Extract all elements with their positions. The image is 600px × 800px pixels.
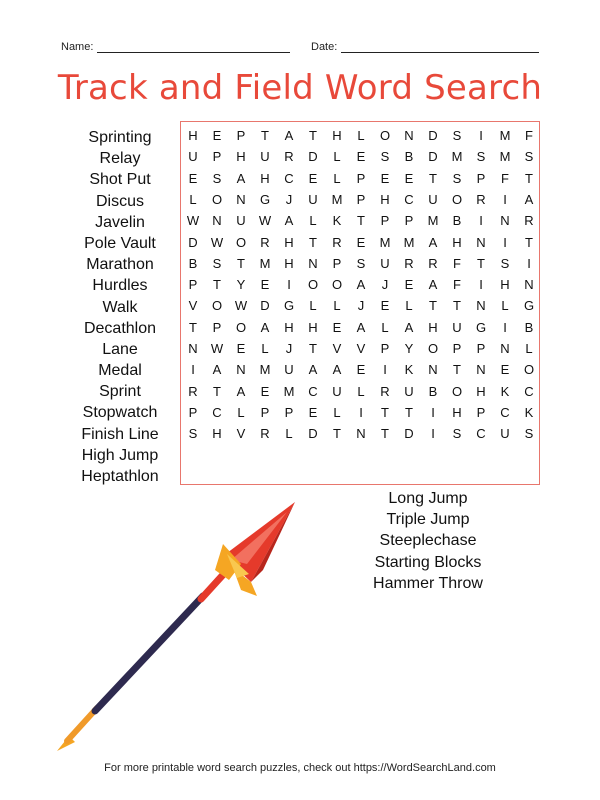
grid-letter[interactable]: C — [476, 426, 486, 442]
grid-letter[interactable]: L — [333, 298, 341, 314]
grid-letter[interactable]: O — [331, 277, 343, 293]
grid-letter[interactable]: E — [380, 170, 390, 186]
grid-letter[interactable]: B — [428, 383, 438, 399]
grid-letter[interactable]: T — [357, 213, 365, 229]
grid-letter[interactable]: C — [284, 170, 294, 186]
grid-letter[interactable]: E — [356, 234, 366, 250]
grid-letter[interactable]: H — [428, 319, 438, 335]
grid-letter[interactable]: A — [356, 319, 366, 335]
left-list-word: Hurdles — [92, 277, 148, 295]
grid-letter[interactable]: S — [524, 149, 534, 165]
grid-letter[interactable]: A — [524, 191, 534, 207]
grid-letter[interactable]: T — [189, 319, 197, 335]
grid-letter[interactable]: T — [237, 255, 245, 271]
grid-letter[interactable]: I — [287, 277, 291, 293]
grid-letter[interactable]: C — [212, 404, 222, 420]
grid-letter[interactable]: L — [333, 404, 341, 420]
grid-letter[interactable]: R — [260, 234, 270, 250]
grid-letter[interactable]: I — [359, 404, 363, 420]
grid-letter[interactable]: M — [259, 362, 271, 378]
grid-letter[interactable]: S — [212, 170, 222, 186]
grid-letter[interactable]: I — [431, 426, 435, 442]
grid-letter[interactable]: D — [428, 149, 438, 165]
grid-letter[interactable]: J — [285, 341, 293, 356]
grid-letter[interactable]: O — [211, 191, 223, 207]
grid-letter[interactable]: H — [188, 128, 198, 143]
grid-letter[interactable]: P — [356, 170, 366, 186]
grid-letter[interactable]: P — [212, 149, 222, 165]
grid-letter[interactable]: E — [404, 170, 414, 186]
grid-letter[interactable]: P — [476, 170, 486, 186]
grid-letter[interactable]: I — [479, 128, 483, 143]
grid-letter[interactable]: L — [381, 319, 389, 335]
grid-letter[interactable]: T — [477, 255, 485, 271]
grid-letter[interactable]: V — [332, 341, 342, 356]
grid-letter[interactable]: T — [261, 128, 269, 143]
grid-letter[interactable]: U — [284, 362, 294, 378]
grid-letter[interactable]: H — [452, 404, 462, 420]
grid-letter[interactable]: V — [236, 426, 246, 442]
grid-letter[interactable]: K — [524, 404, 534, 420]
grid-letter[interactable]: N — [236, 191, 246, 207]
grid-letter[interactable]: A — [236, 383, 246, 399]
grid-letter[interactable]: I — [431, 404, 435, 420]
grid-letter[interactable]: O — [451, 191, 463, 207]
grid-letter[interactable]: R — [332, 234, 342, 250]
grid-letter[interactable]: F — [453, 277, 461, 293]
grid-letter[interactable]: A — [308, 362, 318, 378]
date-label: Date: — [311, 41, 338, 53]
grid-letter[interactable]: I — [503, 191, 507, 207]
grid-letter[interactable]: B — [524, 319, 534, 335]
grid-letter[interactable]: O — [211, 298, 223, 314]
grid-letter[interactable]: G — [475, 319, 487, 335]
grid-letter[interactable]: I — [479, 213, 483, 229]
grid-letter[interactable]: P — [332, 255, 342, 271]
grid-letter[interactable]: T — [381, 426, 389, 442]
grid-letter[interactable]: T — [453, 362, 461, 378]
grid-letter[interactable]: N — [308, 255, 318, 271]
grid-letter[interactable]: N — [428, 362, 438, 378]
grid-letter[interactable]: S — [476, 149, 486, 165]
grid-letter[interactable]: C — [500, 404, 510, 420]
grid-letter[interactable]: J — [285, 191, 293, 207]
grid-letter[interactable]: B — [452, 213, 462, 229]
left-list-word: Sprint — [99, 383, 141, 401]
left-list-word: Walk — [102, 298, 138, 316]
grid-letter[interactable]: J — [357, 298, 365, 314]
grid-letter[interactable]: T — [213, 277, 221, 293]
grid-letter[interactable]: H — [284, 234, 294, 250]
grid-letter[interactable]: G — [523, 298, 535, 314]
grid-letter[interactable]: W — [186, 213, 200, 229]
grid-letter[interactable]: L — [309, 213, 317, 229]
grid-letter[interactable]: O — [427, 341, 439, 356]
grid-letter[interactable]: T — [453, 298, 461, 314]
grid-letter[interactable]: T — [213, 383, 221, 399]
right-list-word: Steeplechase — [379, 532, 477, 550]
left-list-word: Marathon — [86, 256, 154, 274]
word-list-left — [60, 127, 180, 487]
grid-letter[interactable]: R — [380, 383, 390, 399]
grid-letter[interactable]: L — [237, 404, 245, 420]
grid-letter[interactable]: L — [357, 128, 365, 143]
grid-letter[interactable]: M — [283, 383, 295, 399]
grid-letter[interactable]: K — [404, 362, 414, 378]
grid-letter[interactable]: I — [503, 319, 507, 335]
grid-letter[interactable]: R — [284, 149, 294, 165]
grid-letter[interactable]: A — [236, 170, 246, 186]
grid-letter[interactable]: D — [308, 149, 318, 165]
grid-letter[interactable]: L — [525, 341, 533, 356]
grid-letter[interactable]: F — [501, 170, 509, 186]
grid-letter[interactable]: W — [234, 298, 248, 314]
left-list-word: Shot Put — [89, 171, 151, 189]
grid-letter[interactable]: A — [284, 128, 294, 143]
grid-letter[interactable]: H — [236, 149, 246, 165]
grid-letter[interactable]: F — [453, 255, 461, 271]
grid-letter[interactable]: U — [236, 213, 246, 229]
grid-letter[interactable]: N — [476, 362, 486, 378]
grid-letter[interactable]: P — [260, 404, 270, 420]
grid-letter[interactable]: N — [500, 341, 510, 356]
grid-letter[interactable]: L — [333, 170, 341, 186]
grid-letter[interactable]: N — [476, 234, 486, 250]
grid-letter[interactable]: A — [404, 319, 414, 335]
right-list-word: Hammer Throw — [373, 574, 483, 592]
grid-letter[interactable]: M — [499, 149, 511, 165]
grid-letter[interactable]: D — [188, 234, 198, 250]
grid-letter[interactable]: O — [451, 383, 463, 399]
grid-letter[interactable]: N — [236, 362, 246, 378]
grid-letter[interactable]: T — [405, 404, 413, 420]
grid-letter[interactable]: K — [332, 213, 342, 229]
grid-letter[interactable]: H — [212, 426, 222, 442]
left-list-word: Pole Vault — [84, 234, 156, 252]
grid-letter[interactable]: E — [308, 170, 318, 186]
name-line[interactable] — [97, 40, 290, 53]
grid-letter[interactable]: M — [379, 234, 391, 250]
grid-letter[interactable]: L — [405, 298, 413, 314]
grid-letter[interactable]: A — [356, 277, 366, 293]
grid-letter[interactable]: B — [188, 255, 198, 271]
grid-letter[interactable]: T — [309, 234, 317, 250]
grid-letter[interactable]: P — [476, 341, 486, 356]
right-list-word: Triple Jump — [386, 511, 470, 529]
grid-letter[interactable]: P — [356, 191, 366, 207]
grid-letter[interactable]: U — [428, 191, 438, 207]
grid-letter[interactable]: N — [212, 213, 222, 229]
grid-letter[interactable]: M — [499, 128, 511, 143]
page-title: Track and Field Word Search — [57, 68, 543, 108]
grid-letter[interactable]: S — [380, 149, 390, 165]
grid-letter[interactable]: U — [308, 191, 318, 207]
grid-letter[interactable]: E — [356, 149, 366, 165]
javelin-icon — [55, 498, 305, 758]
grid-letter[interactable]: U — [500, 426, 510, 442]
grid-letter[interactable]: A — [428, 277, 438, 293]
left-list-word: Medal — [98, 362, 142, 380]
grid-letter[interactable]: E — [356, 362, 366, 378]
grid-letter[interactable]: I — [503, 234, 507, 250]
grid-letter[interactable]: R — [260, 426, 270, 442]
grid-letter[interactable]: H — [284, 255, 294, 271]
grid-letter[interactable]: M — [403, 234, 415, 250]
grid-letter[interactable]: F — [525, 128, 533, 143]
grid-letter[interactable]: R — [404, 255, 414, 271]
grid-letter[interactable]: G — [259, 191, 271, 207]
name-label: Name: — [61, 41, 94, 53]
grid-letter[interactable]: M — [259, 255, 271, 271]
grid-letter[interactable]: L — [333, 149, 341, 165]
grid-letter[interactable]: S — [188, 426, 198, 442]
grid-letter[interactable]: K — [500, 383, 510, 399]
grid-letter[interactable]: E — [380, 298, 390, 314]
grid-letter[interactable]: T — [429, 298, 437, 314]
grid-letter[interactable]: U — [260, 149, 270, 165]
left-list-word: Javelin — [95, 213, 145, 231]
grid-letter[interactable]: E — [260, 277, 270, 293]
grid-letter[interactable]: E — [404, 277, 414, 293]
grid-letter[interactable]: N — [476, 298, 486, 314]
grid-letter[interactable]: A — [212, 362, 222, 378]
grid-letter[interactable]: P — [476, 404, 486, 420]
grid-letter[interactable]: A — [284, 213, 294, 229]
grid-letter[interactable]: I — [383, 362, 387, 378]
grid-letter[interactable]: H — [380, 191, 390, 207]
grid-letter[interactable]: C — [404, 191, 414, 207]
grid-letter[interactable]: V — [356, 341, 366, 356]
grid-letter[interactable]: T — [333, 426, 341, 442]
grid-letter[interactable]: P — [188, 404, 198, 420]
grid-letter[interactable]: D — [428, 128, 438, 143]
grid-letter[interactable]: D — [404, 426, 414, 442]
grid-letter[interactable]: N — [356, 426, 366, 442]
grid-letter[interactable]: N — [500, 213, 510, 229]
grid-letter[interactable]: P — [236, 128, 246, 143]
grid-letter[interactable]: S — [500, 255, 510, 271]
grid-letter[interactable]: P — [380, 341, 390, 356]
grid-letter[interactable]: I — [191, 362, 195, 378]
grid-letter[interactable]: H — [308, 319, 318, 335]
grid-letter[interactable]: H — [500, 277, 510, 293]
grid-letter[interactable]: Y — [236, 277, 246, 293]
grid-letter[interactable]: R — [476, 191, 486, 207]
left-list-word: Heptathlon — [81, 468, 159, 485]
grid-letter[interactable]: U — [380, 255, 390, 271]
grid-letter[interactable]: E — [188, 170, 198, 186]
grid-letter[interactable]: P — [284, 404, 294, 420]
grid-letter[interactable]: M — [331, 191, 343, 207]
grid-letter[interactable]: S — [452, 170, 462, 186]
grid-letter[interactable]: E — [308, 404, 318, 420]
grid-letter[interactable]: N — [188, 341, 198, 356]
grid-letter[interactable]: P — [212, 319, 222, 335]
left-list-word: High Jump — [81, 446, 159, 464]
grid-letter[interactable]: D — [260, 298, 270, 314]
grid-letter[interactable]: J — [381, 277, 389, 293]
grid-letter[interactable]: B — [404, 149, 414, 165]
grid-letter[interactable]: O — [379, 128, 391, 143]
grid-letter[interactable]: E — [332, 319, 342, 335]
letter-grid — [180, 121, 540, 485]
grid-letter[interactable]: A — [332, 362, 342, 378]
grid-letter[interactable]: L — [189, 191, 197, 207]
grid-letter[interactable]: E — [500, 362, 510, 378]
grid-letter[interactable]: G — [283, 298, 295, 314]
grid-letter[interactable]: S — [524, 426, 534, 442]
grid-letter[interactable]: E — [212, 128, 222, 143]
grid-letter[interactable]: E — [236, 341, 246, 356]
grid-letter[interactable]: H — [260, 170, 270, 186]
grid-letter[interactable]: U — [452, 319, 462, 335]
grid-letter[interactable]: T — [429, 170, 437, 186]
grid-letter[interactable]: E — [260, 383, 270, 399]
grid-letter[interactable]: C — [524, 383, 534, 399]
grid-letter[interactable]: I — [527, 255, 531, 271]
grid-letter[interactable]: T — [309, 341, 317, 356]
name-field — [61, 40, 290, 53]
right-list-word: Long Jump — [388, 490, 468, 507]
grid-letter[interactable]: P — [404, 213, 414, 229]
left-list-word: Decathlon — [83, 319, 157, 337]
grid-letter[interactable]: T — [381, 404, 389, 420]
javelin-shaft — [95, 596, 203, 711]
grid-letter[interactable]: S — [356, 255, 366, 271]
grid-letter[interactable]: H — [284, 319, 294, 335]
grid-letter[interactable]: W — [210, 234, 224, 250]
date-field — [311, 40, 539, 53]
grid-letter[interactable]: N — [404, 128, 414, 143]
grid-letter[interactable]: C — [308, 383, 318, 399]
grid-letter[interactable]: U — [188, 149, 198, 165]
grid-letter[interactable]: P — [452, 341, 462, 356]
grid-letter[interactable]: Y — [404, 341, 414, 356]
left-list-word: Sprinting — [88, 129, 152, 146]
grid-letter[interactable]: W — [258, 213, 272, 229]
left-list-word: Lane — [102, 340, 138, 358]
grid-letter[interactable]: V — [188, 298, 198, 314]
grid-letter[interactable]: P — [380, 213, 390, 229]
grid-letter[interactable]: P — [188, 277, 198, 293]
grid-letter[interactable]: H — [476, 383, 486, 399]
grid-letter[interactable]: S — [452, 128, 462, 143]
left-list-word: Finish Line — [81, 425, 159, 443]
grid-letter[interactable]: N — [524, 277, 534, 293]
grid-letter[interactable]: W — [210, 341, 224, 356]
grid-letter[interactable]: R — [188, 383, 198, 399]
grid-letter[interactable]: H — [452, 234, 462, 250]
grid-letter[interactable]: L — [261, 341, 269, 356]
word-list-right — [360, 488, 496, 594]
grid-letter[interactable]: L — [357, 383, 365, 399]
grid-letter[interactable]: O — [235, 234, 247, 250]
grid-letter[interactable]: D — [308, 426, 318, 442]
grid-letter[interactable]: M — [451, 149, 463, 165]
grid-letter[interactable]: U — [332, 383, 342, 399]
left-list-word: Discus — [95, 192, 144, 210]
date-line[interactable] — [341, 40, 539, 53]
grid-letter[interactable]: L — [309, 298, 317, 314]
grid-letter[interactable]: R — [524, 213, 534, 229]
grid-letter[interactable]: O — [523, 362, 535, 378]
grid-letter[interactable]: L — [285, 426, 293, 442]
grid-letter[interactable]: A — [428, 234, 438, 250]
grid-letter[interactable]: R — [428, 255, 438, 271]
grid-letter[interactable]: A — [260, 319, 270, 335]
grid-letter[interactable]: M — [427, 213, 439, 229]
grid-letter[interactable]: H — [332, 128, 342, 143]
right-list-word: Starting Blocks — [374, 553, 482, 571]
left-list-word: Stopwatch — [82, 404, 158, 422]
grid-letter[interactable]: L — [501, 298, 509, 314]
grid-letter[interactable]: T — [309, 128, 317, 143]
grid-letter[interactable]: I — [479, 277, 483, 293]
grid-letter[interactable]: T — [525, 234, 533, 250]
grid-letter[interactable]: U — [404, 383, 414, 399]
grid-letter[interactable]: S — [212, 255, 222, 271]
grid-letter[interactable]: S — [452, 426, 462, 442]
footer-text: For more printable word search puzzles, check out https://WordSearchLand.com — [104, 762, 496, 774]
left-list-word: Relay — [99, 150, 141, 168]
grid-letter[interactable]: T — [525, 170, 533, 186]
grid-letter[interactable]: O — [235, 319, 247, 335]
grid-letter[interactable]: O — [307, 277, 319, 293]
